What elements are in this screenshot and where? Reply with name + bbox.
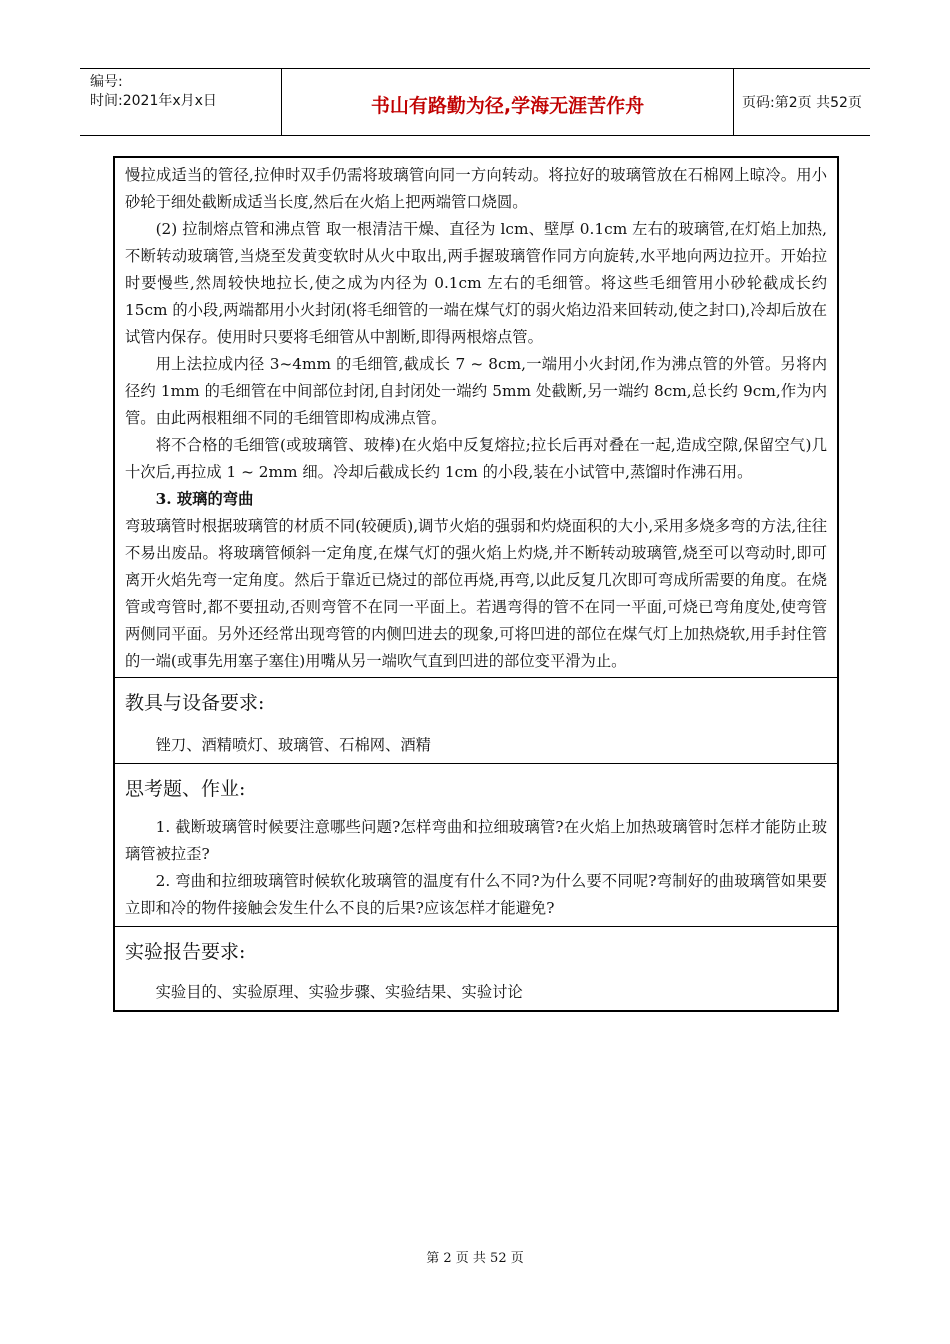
- page-header: [80, 68, 870, 136]
- motto: 书山有路勤为径,学海无涯苦作舟: [282, 69, 734, 135]
- lesson-table: [113, 156, 839, 1012]
- equipment-text: 锉刀、酒精喷灯、玻璃管、石棉网、酒精: [155, 736, 431, 754]
- page-label: 页码:第2页 共52页: [742, 95, 862, 111]
- homework-question: 1. 截断玻璃管时候要注意哪些问题?怎样弯曲和拉细玻璃管?在火焰上加热玻璃管时怎样才能防止玻璃管被拉歪?: [125, 818, 827, 863]
- date-label: 时间:2021年x月x日: [90, 93, 217, 109]
- report-title: 实验报告要求:: [125, 941, 246, 963]
- equipment-title: 教具与设备要求:: [125, 692, 265, 714]
- homework-question: 2. 弯曲和拉细玻璃管时候软化玻璃管的温度有什么不同?为什么要不同呢?弯制好的曲玻璃管如果要立即和冷的物件接触会发生什么不良的后果?应该怎样才能避免?: [125, 872, 827, 917]
- paragraph: 慢拉成适当的管径,拉伸时双手仍需将玻璃管向同一方向转动。将拉好的玻璃管放在石棉网上晾冷。用小砂轮于细处截断成适当长度,然后在火焰上把两端管口烧圆。: [125, 166, 827, 211]
- report-text: 实验目的、实验原理、实验步骤、实验结果、实验讨论: [155, 983, 523, 1001]
- paragraph: 用上法拉成内径 3~4mm 的毛细管,截成长 7 ~ 8cm,一端用小火封闭,作为沸点管的外管。另将内径约 1mm 的毛细管在中间部位封闭,自封闭处一端约 5mm 处截断,另一端约 8cm,总长约 9cm,作为内管。由此两根粗细不同的毛细管即构成沸点管。: [125, 355, 827, 427]
- paragraph: 将不合格的毛细管(或玻璃管、玻棒)在火焰中反复熔拉;拉长后再对叠在一起,造成空隙,保留空气)几十次后,再拉成 1 ~ 2mm 细。冷却后截成长约 1cm 的小段,装在小试管中,蒸馏时作沸石用。: [125, 436, 827, 481]
- number-label: 编号:: [90, 74, 123, 90]
- paragraph: (2) 拉制熔点管和沸点管 取一根清洁干燥、直径为 lcm、壁厚 0.1cm 左右的玻璃管,在灯焰上加热,不断转动玻璃管,当烧至发黄变软时从火中取出,两手握玻璃管作同方向旋转,水平地向两边拉开。开始拉时要慢些,然周较快地拉长,使之成为内径为 0.1cm 左右的毛细管。将这些毛细管用小砂轮截成长约 15cm 的小段,两端都用小火封闭(将毛细管的一端在煤气灯的弱火焰边沿来回转动,使之封口),冷却后放在试管内保存。使用时只要将毛细管从中割断,即得两根熔点管。: [125, 220, 827, 346]
- page-footer: 第 2 页 共 52 页: [426, 1251, 524, 1266]
- homework-title: 思考题、作业:: [125, 778, 246, 800]
- content-section: [115, 158, 837, 678]
- section-heading: 3. 玻璃的弯曲: [155, 490, 254, 508]
- homework-section: [115, 764, 837, 927]
- equipment-section: [115, 678, 837, 764]
- report-section: [115, 927, 837, 1010]
- header-meta: [80, 69, 282, 135]
- paragraph: 弯玻璃管时根据玻璃管的材质不同(较硬质),调节火焰的强弱和灼烧面积的大小,采用多烧多弯的方法,往往不易出废品。将玻璃管倾斜一定角度,在煤气灯的强火焰上灼烧,并不断转动玻璃管,烧至可以弯动时,即可离开火焰先弯一定角度。然后于靠近已烧过的部位再烧,再弯,以此反复几次即可弯成所需要的角度。在烧管或弯管时,都不要扭动,否则弯管不在同一平面上。若遇弯得的管不在同一平面,可烧已弯角度处,使弯管两侧同平面。另外还经常出现弯管的内侧凹进去的现象,可将凹进的部位在煤气灯上加热烧软,用手封住管的一端(或事先用塞子塞住)用嘴从另一端吹气直到凹进的部位变平滑为止。: [125, 517, 827, 670]
